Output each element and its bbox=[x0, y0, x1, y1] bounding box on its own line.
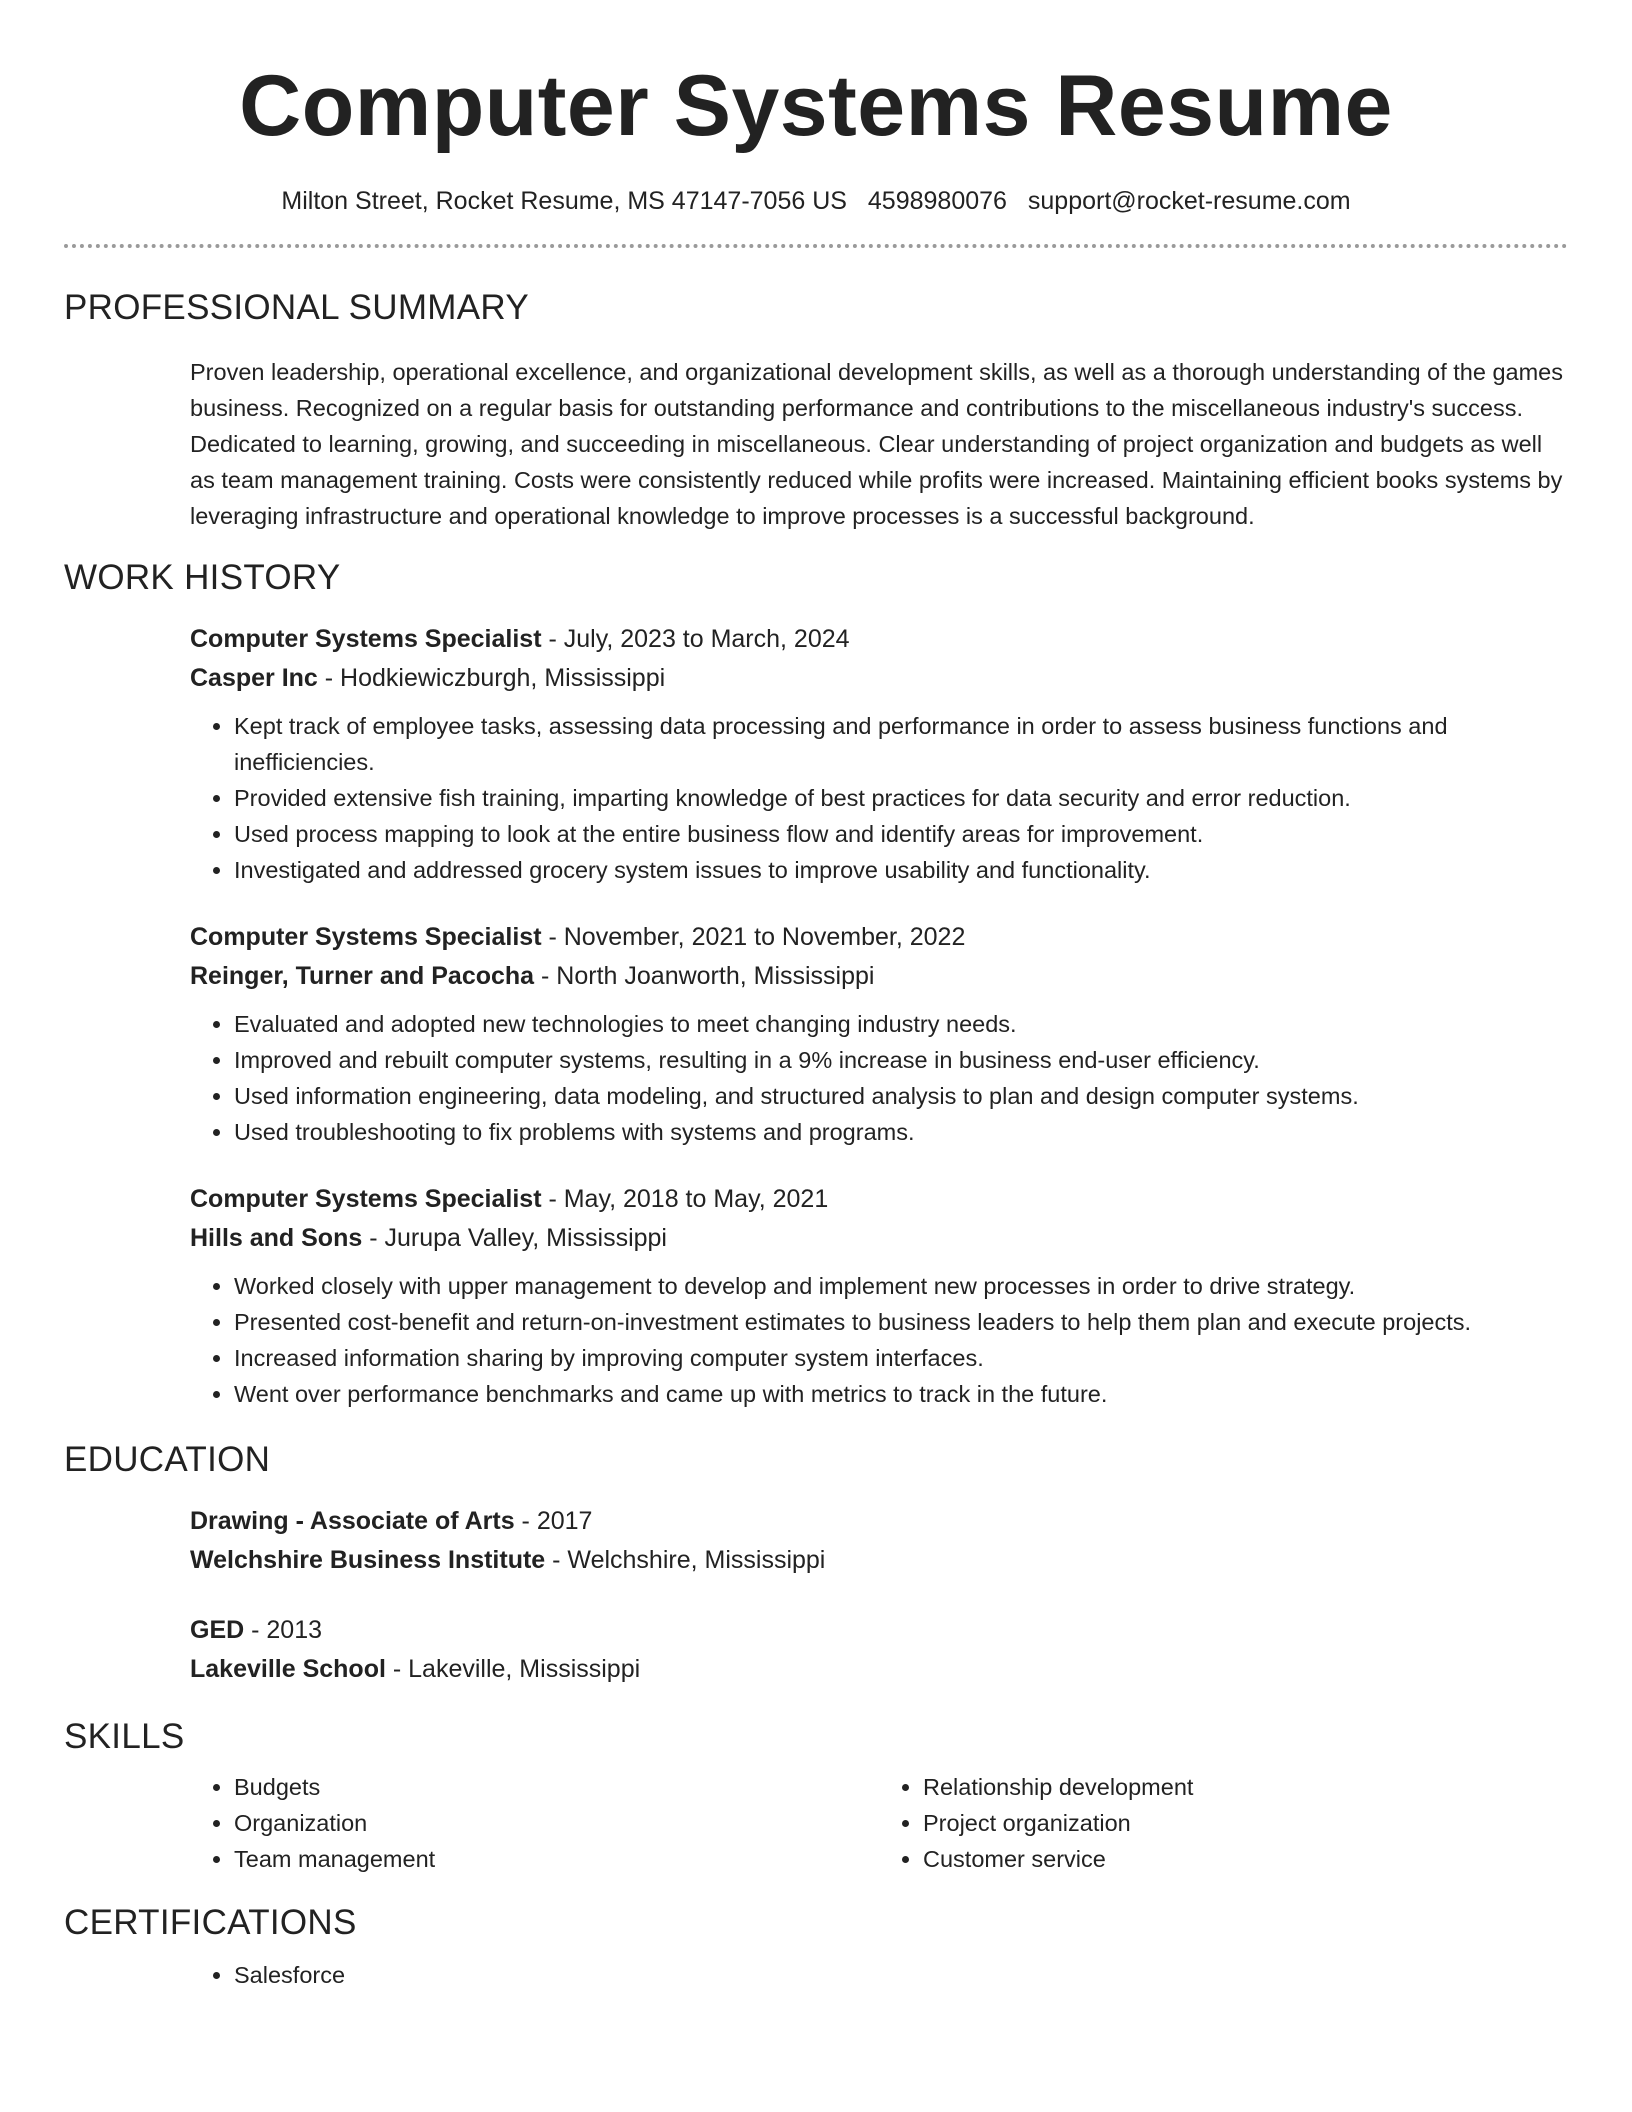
company-name: Reinger, Turner and Pacocha bbox=[190, 962, 535, 990]
list-item: • Used information engineering, data modeling, and structured analysis to plan and design computer systems. bbox=[234, 1078, 1568, 1114]
skills-column-right bbox=[879, 1769, 1568, 1877]
work-history-section bbox=[190, 620, 1568, 1412]
contact-phone: 4598980076 bbox=[867, 187, 1007, 215]
degree-line bbox=[190, 1611, 1568, 1650]
job-dates: - July, 2023 to March, 2024 bbox=[541, 625, 850, 653]
education-heading: EDUCATION bbox=[64, 1440, 271, 1479]
company-location: - North Joanworth, Mississippi bbox=[534, 962, 875, 990]
school-location: - Welchshire, Mississippi bbox=[545, 1546, 826, 1574]
list-item: • Budgets bbox=[234, 1769, 879, 1805]
degree-line bbox=[190, 1502, 1568, 1541]
summary-heading: PROFESSIONAL SUMMARY bbox=[64, 288, 529, 327]
list-item: • Used troubleshooting to fix problems with systems and programs. bbox=[234, 1114, 1568, 1150]
list-item: • Provided extensive fish training, imparting knowledge of best practices for data security and error reduction. bbox=[234, 780, 1568, 816]
school-location: - Lakeville, Mississippi bbox=[385, 1655, 641, 1683]
company-location: - Hodkiewiczburgh, Mississippi bbox=[317, 664, 666, 692]
skills-grid bbox=[190, 1769, 1568, 1877]
list-item: • Investigated and addressed grocery system issues to improve usability and functionality. bbox=[234, 852, 1568, 888]
skills-heading: SKILLS bbox=[64, 1717, 185, 1756]
list-item: • Salesforce bbox=[234, 1957, 1568, 1993]
certifications-section bbox=[190, 1957, 1568, 1993]
header-divider bbox=[64, 244, 1568, 248]
work-history-heading: WORK HISTORY bbox=[64, 558, 341, 597]
education-entry bbox=[190, 1611, 1568, 1689]
school-name: Welchshire Business Institute bbox=[190, 1546, 546, 1574]
summary-text: Proven leadership, operational excellence, and organizational development skills, as well as a thorough understanding of the games business. Recognized on a regular basis for outstanding performance and contributions to the miscellaneous industry's success. Dedicated to learning, growing, and succeeding in miscellaneous. Clear understanding of project organization and budgets as well as team management training. Costs were consistently reduced while profits were increased. Maintaining efficient books systems by leveraging infrastructure and operational knowledge to improve processes is a successful background. bbox=[190, 359, 1563, 529]
job-dates: - November, 2021 to November, 2022 bbox=[541, 923, 966, 951]
list-item: • Presented cost-benefit and return-on-investment estimates to business leaders to help them plan and execute projects. bbox=[234, 1304, 1568, 1340]
list-item: • Team management bbox=[234, 1841, 879, 1877]
job-entry bbox=[190, 1180, 1568, 1412]
job-bullets bbox=[190, 1268, 1568, 1412]
job-entry bbox=[190, 620, 1568, 888]
list-item: • Relationship development bbox=[923, 1769, 1568, 1805]
list-item: • Increased information sharing by improving computer system interfaces. bbox=[234, 1340, 1568, 1376]
contact-address: Milton Street, Rocket Resume, MS 47147-7056 US bbox=[281, 187, 847, 215]
contact-email: support@rocket-resume.com bbox=[1027, 187, 1351, 215]
school-line bbox=[190, 1650, 1568, 1689]
school-line bbox=[190, 1541, 1568, 1580]
skills-section bbox=[190, 1769, 1568, 1877]
list-item: • Evaluated and adopted new technologies to meet changing industry needs. bbox=[234, 1006, 1568, 1042]
job-dates: - May, 2018 to May, 2021 bbox=[541, 1185, 829, 1213]
job-title: Computer Systems Specialist bbox=[190, 1185, 542, 1213]
list-item: • Went over performance benchmarks and came up with metrics to track in the future. bbox=[234, 1376, 1568, 1412]
certifications-heading: CERTIFICATIONS bbox=[64, 1903, 357, 1942]
list-item: • Improved and rebuilt computer systems, resulting in a 9% increase in business end-user efficiency. bbox=[234, 1042, 1568, 1078]
degree-year: - 2013 bbox=[244, 1616, 323, 1644]
education-entry bbox=[190, 1502, 1568, 1580]
job-title-line bbox=[190, 918, 1568, 957]
list-item: • Organization bbox=[234, 1805, 879, 1841]
certifications-list bbox=[190, 1957, 1568, 1993]
degree-year: - 2017 bbox=[514, 1507, 593, 1535]
company-location: - Jurupa Valley, Mississippi bbox=[362, 1224, 667, 1252]
company-name: Hills and Sons bbox=[190, 1224, 363, 1252]
degree: GED bbox=[190, 1616, 245, 1644]
job-bullets bbox=[190, 708, 1568, 888]
company-line bbox=[190, 659, 1568, 698]
list-item: • Customer service bbox=[923, 1841, 1568, 1877]
job-title: Computer Systems Specialist bbox=[190, 625, 542, 653]
education-section bbox=[190, 1502, 1568, 1689]
job-title-line bbox=[190, 620, 1568, 659]
job-title-line bbox=[190, 1180, 1568, 1219]
job-title: Computer Systems Specialist bbox=[190, 923, 542, 951]
job-entry bbox=[190, 918, 1568, 1150]
list-item: • Project organization bbox=[923, 1805, 1568, 1841]
list-item: • Kept track of employee tasks, assessing data processing and performance in order to assess business functions and inefficiencies. bbox=[234, 708, 1568, 780]
summary-section bbox=[190, 354, 1568, 534]
company-line bbox=[190, 957, 1568, 996]
list-item: • Used process mapping to look at the entire business flow and identify areas for improvement. bbox=[234, 816, 1568, 852]
company-line bbox=[190, 1219, 1568, 1258]
job-bullets bbox=[190, 1006, 1568, 1150]
skills-column-left bbox=[190, 1769, 879, 1877]
degree: Drawing - Associate of Arts bbox=[190, 1507, 515, 1535]
list-item: • Worked closely with upper management to develop and implement new processes in order to drive strategy. bbox=[234, 1268, 1568, 1304]
company-name: Casper Inc bbox=[190, 664, 318, 692]
resume-title: Computer Systems Resume bbox=[239, 58, 1393, 154]
contact-line bbox=[64, 184, 1568, 218]
school-name: Lakeville School bbox=[190, 1655, 386, 1683]
